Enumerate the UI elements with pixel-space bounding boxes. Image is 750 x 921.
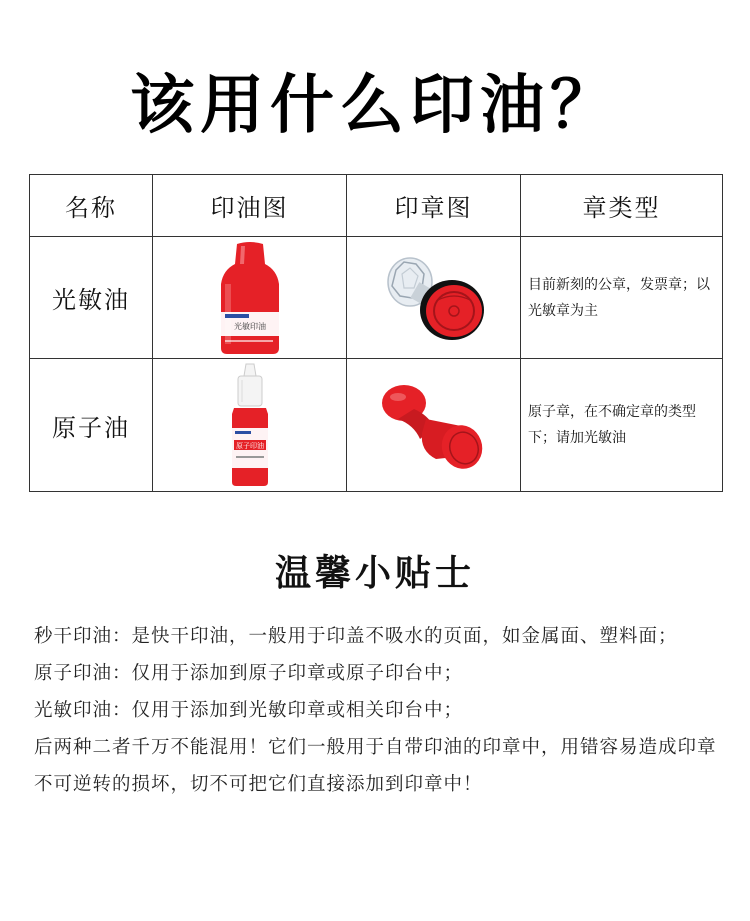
ink-image-cell [153,359,347,492]
page-title: 该用什么印油？ [130,69,620,143]
bottle-label: 光敏印油 [233,321,266,331]
table-row [30,359,723,492]
photosensitive-ink-bottle-icon [215,240,285,356]
ink-image-cell [153,237,347,359]
header-stamp-image: 印章图 [347,175,521,237]
table-header-row [30,175,723,237]
tip-item: 光敏印油：仅用于添加到光敏印章或相关印台中； [34,700,464,721]
stamp-type-description: 目前新刻的公章，发票章；以光敏章为主 [521,237,723,359]
stamp-image-cell [347,359,521,492]
tip-item: 原子印油：仅用于添加到原子印章或原子印台中； [34,663,464,684]
row-name: 光敏油 [30,237,153,359]
header-name: 名称 [30,175,153,237]
header-stamp-type: 章类型 [521,175,723,237]
tips-title: 温馨小贴士 [274,553,475,594]
stamp-image-cell [347,237,521,359]
row-name: 原子油 [30,359,153,492]
header-ink-image: 印油图 [153,175,347,237]
bottle-label: 原子印油 [235,442,264,450]
atomic-stamp-icon [374,375,494,475]
photosensitive-stamp-icon [374,248,494,348]
atomic-ink-bottle-icon [220,362,280,488]
stamp-type-description: 原子章，在不确定章的类型下；请加光敏油 [521,359,723,492]
ink-comparison-table [29,174,723,492]
tip-item: 秒干印油：是快干印油，一般用于印盖不吸水的页面，如金属面、塑料面； [34,626,678,647]
tips-list [34,618,724,803]
tip-item: 后两种二者千万不能混用！它们一般用于自带印油的印章中，用错容易造成印章不可逆转的损坏，切不可把它们直接添加到印章中！ [34,737,717,795]
table-row [30,237,723,359]
